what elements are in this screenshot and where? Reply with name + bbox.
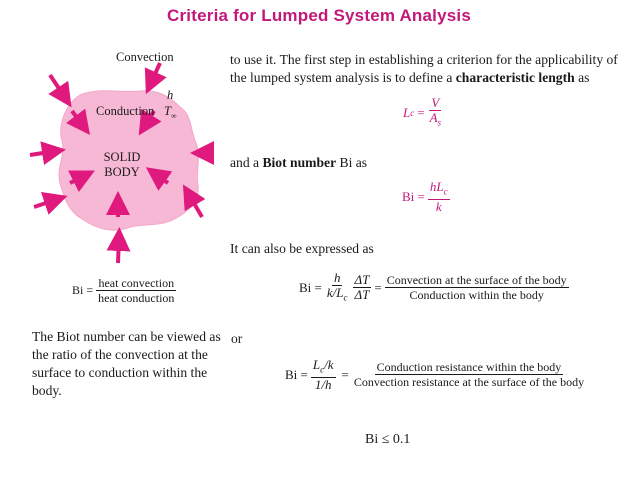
t-infinity-label: $T_\infty$	[164, 104, 177, 121]
expressed-text: It can also be expressed as	[230, 241, 374, 256]
figure-caption: The Biot number can be viewed as the ratio of the convection at the surface to conduction within the body.	[32, 329, 221, 398]
convection-arrow	[50, 75, 66, 99]
solid-body-label: SOLID BODY	[103, 150, 141, 179]
convection-arrow	[118, 237, 119, 263]
convection-arrow	[34, 199, 58, 207]
criterion-text: Bi ≤ 0.1	[365, 432, 411, 447]
biot-word-equation: Bi = $\frac{\text{heat convection}}{\text{heat conduction}}$	[72, 276, 175, 305]
biot-ratio-equation: Bi = $\frac{h}{k/L_c}$ $\frac{\Delta T}{\Delta T}$ = $\frac{\text{Convection at the surface of the body}}{\text{Conduction within the body}}$	[299, 270, 567, 303]
intro-paragraph: to use it. The first step in establishing a criterion for the applicability of the lumped system analysis is to define a characteristic length as	[230, 52, 618, 85]
biot-intro: and a Biot number Bi as	[230, 155, 368, 170]
page-title: Criteria for Lumped System Analysis	[167, 6, 471, 25]
convection-arrow	[30, 151, 56, 155]
conduction-label: Conduction	[96, 104, 155, 118]
h-label: h	[167, 88, 174, 102]
or-text: or	[231, 331, 243, 346]
characteristic-length-equation: L c = $\frac{V}{A_s}$	[403, 95, 442, 128]
convection-label: Convection	[116, 50, 174, 64]
biot-resistance-equation: Bi = $\frac{L_c/k}{1/h}$ = $\frac{\text{Conduction resistance within the body}}{\text{Convection resistance at the surface of the body}}$	[285, 357, 585, 392]
convection-arrow	[150, 63, 160, 85]
biot-number-equation: Bi = $\frac{hL_c}{k}$	[402, 179, 448, 214]
